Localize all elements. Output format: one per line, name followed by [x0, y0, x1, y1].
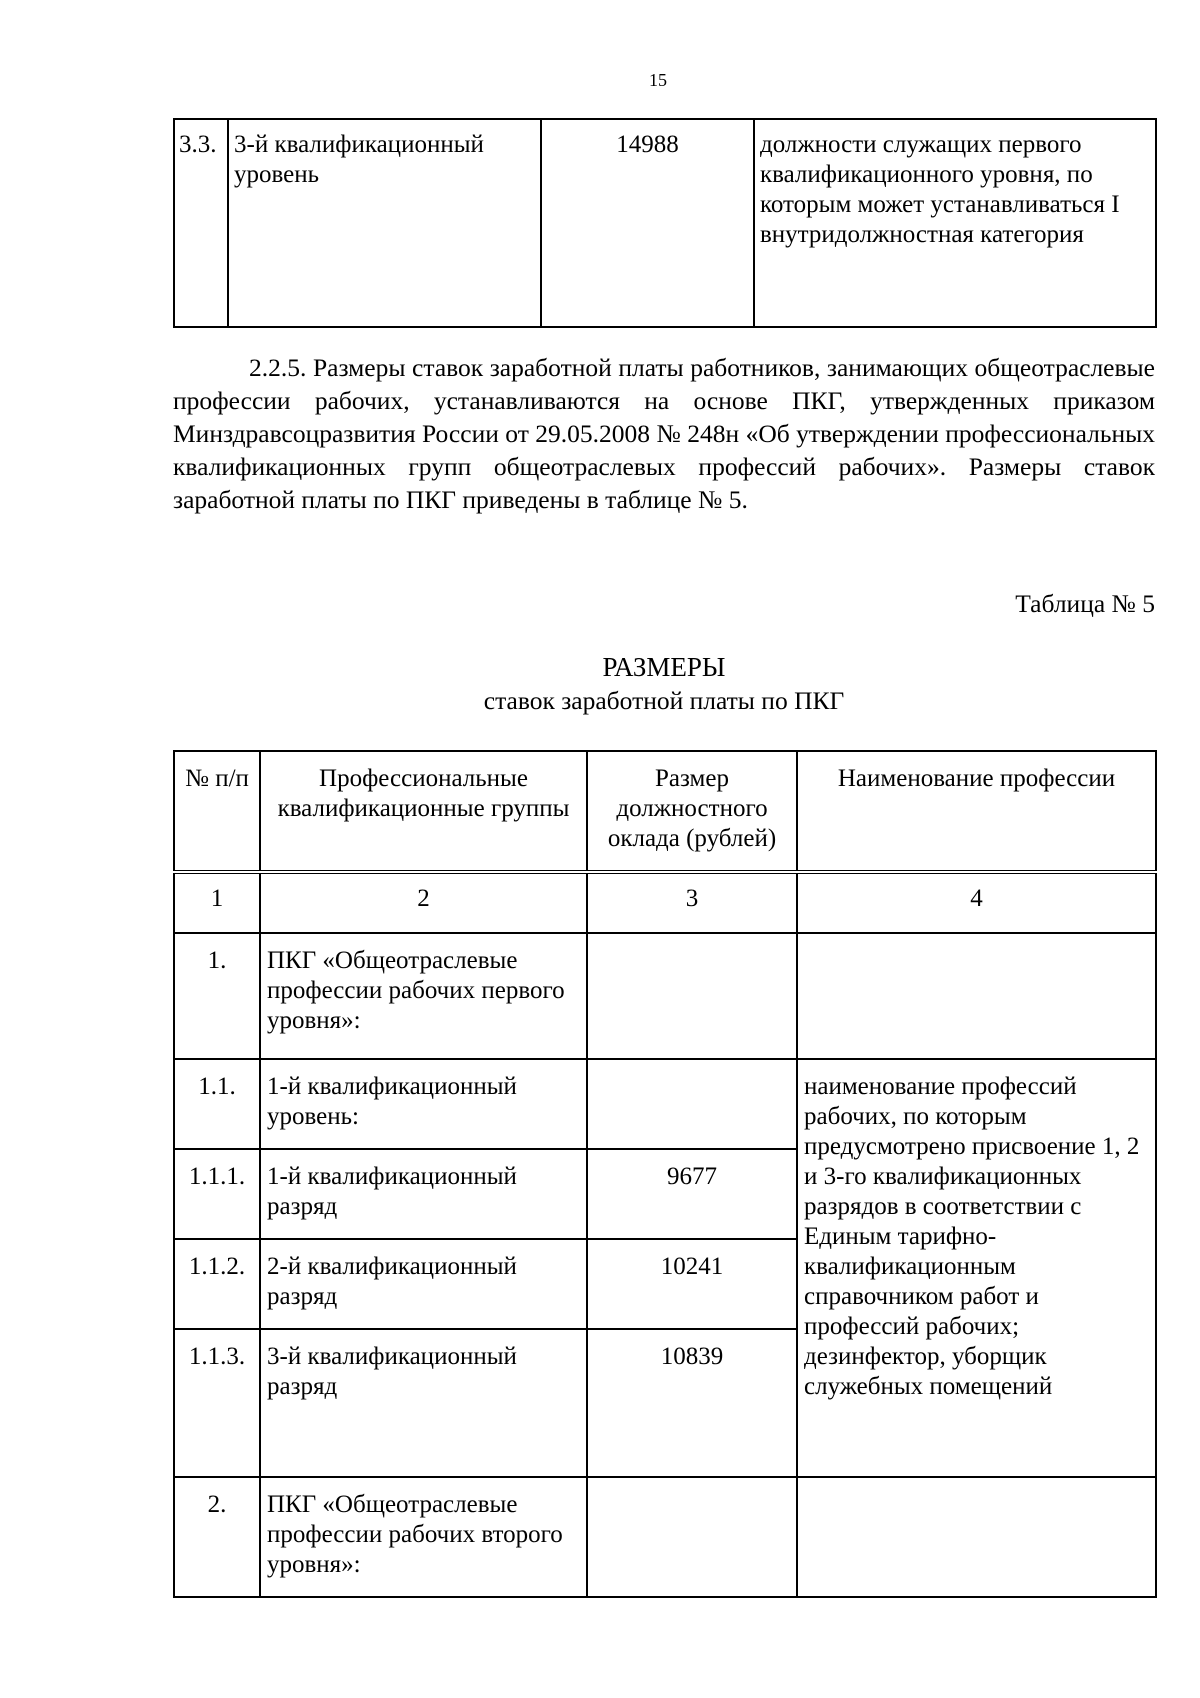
- row-number: 1.1.: [174, 1059, 260, 1149]
- header-group: Профессиональные квалификационные группы: [260, 751, 587, 872]
- table-row: [174, 1477, 1156, 1597]
- profession-name: [797, 1477, 1156, 1597]
- salary-value: [587, 1477, 797, 1597]
- header-profession: Наименование профессии: [797, 751, 1156, 872]
- table-label: Таблица № 5: [1015, 589, 1155, 618]
- table-row: [174, 1059, 1156, 1149]
- table-row: [174, 933, 1156, 1059]
- group-name: 2-й квалификационный разряд: [260, 1239, 587, 1329]
- row-number: 1.1.3.: [174, 1329, 260, 1477]
- row-number: 1.: [174, 933, 260, 1059]
- profession-name: [797, 933, 1156, 1059]
- heading-subtitle: ставок заработной платы по ПКГ: [483, 686, 845, 715]
- profession-name-merged: наименование профессий рабочих, по которым предусмотрено присвоение 1, 2 и 3-го квалификационных разрядов в соответствии с Единым тарифно-квалификационным справочником работ и профессий рабочих; дезинфектор, уборщик служебных помещений: [797, 1059, 1156, 1477]
- paragraph-text: 2.2.5. Размеры ставок заработной платы работников, занимающих общеотраслевые профессии рабочих, устанавливаются на основе ПКГ, утвержденных приказом Минздравсоцразвития России от 29.05.2008 № 248н «Об утверждении профессиональных квалификационных групп общеотраслевых профессий рабочих». Размеры ставок заработной платы по ПКГ приведены в таблице № 5.: [173, 353, 1155, 514]
- column-index: 1: [174, 872, 260, 933]
- column-index: 4: [797, 872, 1156, 933]
- group-name: ПКГ «Общеотраслевые профессии рабочих второго уровня»:: [260, 1477, 587, 1597]
- top-table: [173, 118, 1157, 328]
- table-row: [174, 119, 1156, 327]
- group-name: ПКГ «Общеотраслевые профессии рабочих первого уровня»:: [260, 933, 587, 1059]
- salary-value: 10839: [587, 1329, 797, 1477]
- row-number: 1.1.2.: [174, 1239, 260, 1329]
- salary-value: 9677: [587, 1149, 797, 1239]
- header-salary: Размер должностного оклада (рублей): [587, 751, 797, 872]
- salary-value: [587, 933, 797, 1059]
- salary-value: [587, 1059, 797, 1149]
- body-paragraph: [173, 351, 1155, 516]
- row-number: 1.1.1.: [174, 1149, 260, 1239]
- row-number: 3.3.: [174, 119, 228, 327]
- table-heading: [173, 651, 1155, 717]
- group-name: 1-й квалификационный разряд: [260, 1149, 587, 1239]
- row-number: 2.: [174, 1477, 260, 1597]
- salary-value: 14988: [541, 119, 754, 327]
- column-index: 2: [260, 872, 587, 933]
- group-name: 3-й квалификационный уровень: [228, 119, 541, 327]
- salary-table: [173, 750, 1157, 1598]
- group-name: 1-й квалификационный уровень:: [260, 1059, 587, 1149]
- group-name: 3-й квалификационный разряд: [260, 1329, 587, 1477]
- column-index: 3: [587, 872, 797, 933]
- table-header-row: [174, 751, 1156, 872]
- header-number: № п/п: [174, 751, 260, 872]
- salary-value: 10241: [587, 1239, 797, 1329]
- column-index-row: [174, 872, 1156, 933]
- positions-text: должности служащих первого квалификационного уровня, по которым может устанавливаться I внутридолжностная категория: [754, 119, 1156, 327]
- page-number: 15: [649, 70, 667, 90]
- heading-title: РАЗМЕРЫ: [602, 652, 726, 682]
